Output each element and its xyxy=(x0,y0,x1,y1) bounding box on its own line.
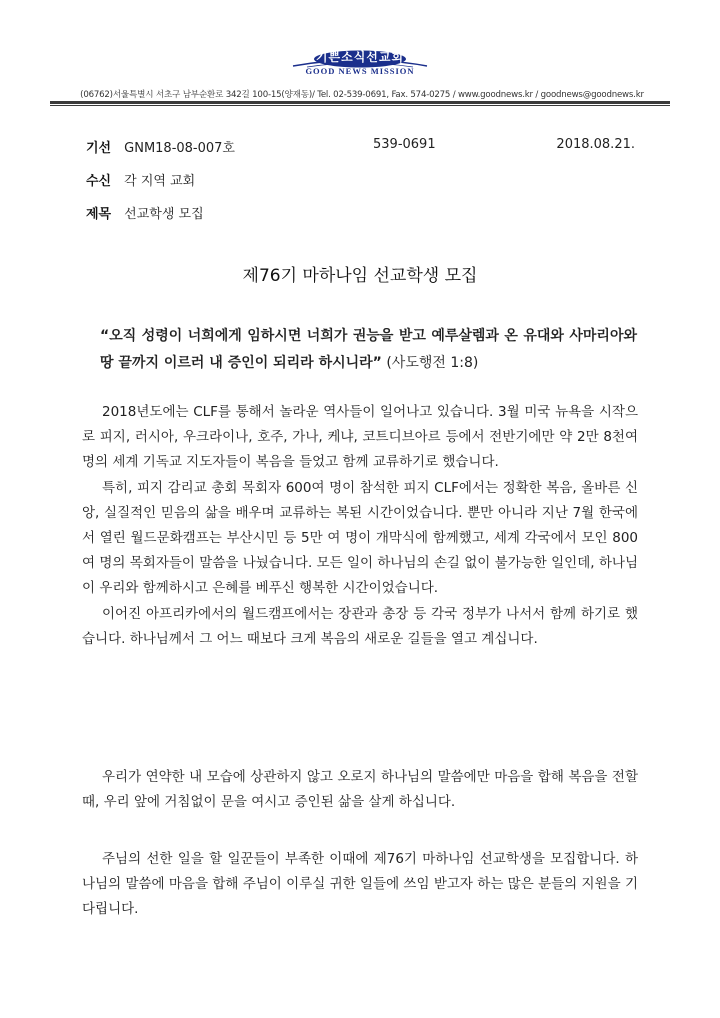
document-title: 제76기 마하나임 선교학생 모집 xyxy=(242,266,478,286)
doc-date: 2018.08.21. xyxy=(556,137,635,152)
scripture-quote xyxy=(100,323,637,377)
logo xyxy=(285,50,435,82)
body-section-2 xyxy=(82,765,638,815)
body-section-1 xyxy=(82,400,638,652)
recipient-row xyxy=(86,170,195,189)
body-paragraph: 특히, 피지 감리교 총회 목회자 600여 명이 참석한 피지 CLF에서는 정확한 복음, 올바른 신앙, 실질적인 믿음의 삶을 배우며 교류하는 복된 시간이었습니다. 뿐만 아니라 지난 7월 한국에서 열린 월드문화캠프는 부산시민 등 5만 여 명이 개막식에 함께했고, 세계 각국에서 모인 800여 명의 목회자들이 말씀을 나눴습니다. 모든 일이 하나님의 손길 없이 불가능한 일인데, 하나님이 우리와 함께하시고 은혜를 베푸신 행복한 시간이었습니다. xyxy=(82,479,638,597)
subject-row xyxy=(86,203,204,222)
logo-name: 기쁜소식선교회 xyxy=(315,50,405,64)
header-rule-thin xyxy=(50,105,670,106)
header-rule xyxy=(50,101,670,104)
contact-number: 539-0691 xyxy=(373,137,436,152)
body-paragraph: 주님의 선한 일을 할 일꾼들이 부족한 이때에 제76기 마하나임 선교학생을 모집합니다. 하나님의 말씀에 마음을 합해 주님이 이루실 귀한 일들에 쓰임 받고자 하는 많은 분들의 지원을 기다립니다. xyxy=(82,851,638,918)
body-paragraph: 우리가 연약한 내 모습에 상관하지 않고 오로지 하나님의 말씀에만 마음을 합해 복음을 전할 때, 우리 앞에 거침없이 문을 여시고 증인된 삶을 살게 하십니다. xyxy=(82,769,638,811)
letterhead-address: (06762)서울특별시 서초구 남부순환로 342길 100-15(양재동)/ Tel. 02-539-0691, Fax. 574-0275 / www.goodnews.kr / goodnews@goodnews.kr xyxy=(80,90,644,100)
doc-number-row xyxy=(86,137,235,156)
logo-subtitle: GOOD NEWS MISSION xyxy=(305,66,415,76)
subject-label: 제목 xyxy=(86,207,112,222)
recipient-label: 수신 xyxy=(86,174,112,189)
doc-number: GNM18-08-007호 xyxy=(124,141,235,156)
doc-number-label: 기선 xyxy=(86,141,112,156)
body-section-3 xyxy=(82,847,638,923)
scripture-reference: (사도행전 1:8) xyxy=(386,355,479,371)
scripture-text: “오직 성령이 너희에게 임하시면 너희가 권능을 받고 예루살렘과 온 유대와 사마리아와 땅 끝까지 이르러 내 증인이 되리라 하시니라” xyxy=(100,328,637,371)
body-paragraph: 2018년도에는 CLF를 통해서 놀라운 역사들이 일어나고 있습니다. 3월 미국 뉴욕을 시작으로 피지, 러시아, 우크라이나, 호주, 가나, 케냐, 코트디브아르 등에서 전반기에만 약 2만 8천여 명의 세계 기독교 지도자들이 복음을 들었고 함께 교류하기로 했습니다. xyxy=(82,404,638,471)
recipient-value: 각 지역 교회 xyxy=(124,174,196,189)
body-paragraph: 이어진 아프리카에서의 월드캠프에서는 장관과 총장 등 각국 정부가 나서서 함께 하기로 했습니다. 하나님께서 그 어느 때보다 크게 복음의 새로운 길들을 열고 계십니다. xyxy=(82,605,638,647)
subject-value: 선교학생 모집 xyxy=(124,207,204,222)
